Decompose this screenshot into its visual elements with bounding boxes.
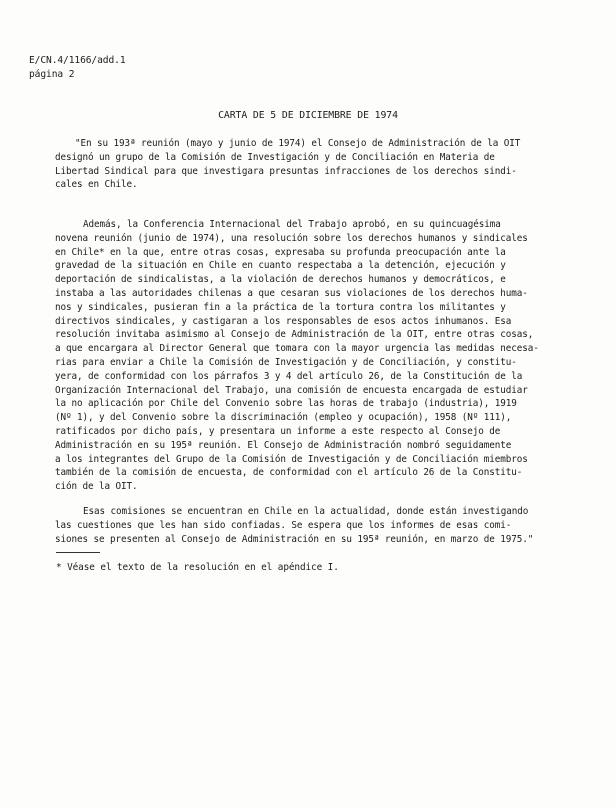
text-line: las cuestiones que les han sido confiadas. Se espera que los informes de esas comi- xyxy=(55,519,512,531)
text-line: la no aplicación por Chile del Convenio sobre las horas de trabajo (industria), 1919 xyxy=(55,398,517,410)
text-line: yera, de conformidad con los párrafos 3 y 4 del artículo 26, de la Constitución de la xyxy=(55,370,523,382)
footnote-separator xyxy=(56,552,100,553)
text-line: Libertad Sindical para que investigara presuntas infracciones de los derechos sindi- xyxy=(55,165,517,177)
text-line: designó un grupo de la Comisión de Investigación y de Conciliación en Materia de xyxy=(55,151,495,163)
text-line: resolución invitaba asimismo al Consejo de Administración de la OIT, entre otras cosas, xyxy=(55,329,534,341)
text-line: ción de la OIT. xyxy=(55,481,138,493)
page-number: página 2 xyxy=(29,69,75,80)
text-line: deportación de sindicalistas, a la violación de derechos humanos y democráticos, e xyxy=(55,274,506,286)
text-line: rias para enviar a Chile la Comisión de Investigación y de Conciliación, y constitu- xyxy=(55,356,517,368)
text-line: siones se presenten al Consejo de Administración en su 195ª reunión, en marzo de 1975." xyxy=(55,533,534,545)
text-line: novena reunión (junio de 1974), una resolución sobre los derechos humanos y sindicales xyxy=(55,232,528,244)
text-line: Esas comisiones se encuentran en Chile en la actualidad, donde están investigando xyxy=(83,506,529,517)
text-line: en Chile* en la que, entre otras cosas, expresaba su profunda preocupación ante la xyxy=(55,246,506,258)
text-line: instaba a las autoridades chilenas a que cesaran sus violaciones de los derechos huma- xyxy=(55,287,528,299)
letter-title: CARTA DE 5 DE DICIEMBRE DE 1974 xyxy=(218,110,398,121)
text-line: "En su 193ª reunión (mayo y junio de 1974) el Consejo de Administración de la OIT xyxy=(75,138,521,149)
text-line: Administración en su 195ª reunión. El Consejo de Administración nombró seguidamente xyxy=(55,439,512,451)
text-line: cales en Chile. xyxy=(55,179,138,191)
text-line: Organización Internacional del Trabajo, una comisión de encuesta encargada de estudiar xyxy=(55,384,528,396)
text-line: también de la comisión de encuesta, de conformidad con el artículo 26 de la Constitu- xyxy=(55,467,523,479)
text-line: a que encargara al Director General que tomara con la mayor urgencia las medidas necesa- xyxy=(55,343,539,355)
text-line: directivos sindicales, y castigaran a los responsables de esos actos inhumanos. Esa xyxy=(55,315,512,327)
document-symbol: E/CN.4/1166/add.1 xyxy=(29,55,126,66)
text-line: a los integrantes del Grupo de la Comisión de Investigación y de Conciliación miembros xyxy=(55,453,528,465)
text-line: ratificados por dicho país, y presentara un informe a este respecto al Consejo de xyxy=(55,425,501,437)
footnote: * Véase el texto de la resolución en el apéndice I. xyxy=(56,562,339,573)
paragraph-3 xyxy=(55,505,555,546)
document-reference xyxy=(29,54,126,82)
text-line: Además, la Conferencia Internacional del Trabajo aprobó, en su quincuagésima xyxy=(83,219,501,230)
text-line: gravedad de la situación en Chile en cuanto respectaba a la detención, ejecución y xyxy=(55,260,506,272)
paragraph-1 xyxy=(55,137,555,192)
text-line: nos y sindicales, pusieran fin a la práctica de la tortura contra los militantes y xyxy=(55,301,506,313)
text-line: (Nº 1), y del Convenio sobre la discriminación (empleo y ocupación), 1958 (Nº 111), xyxy=(55,412,512,424)
paragraph-2 xyxy=(55,218,555,494)
